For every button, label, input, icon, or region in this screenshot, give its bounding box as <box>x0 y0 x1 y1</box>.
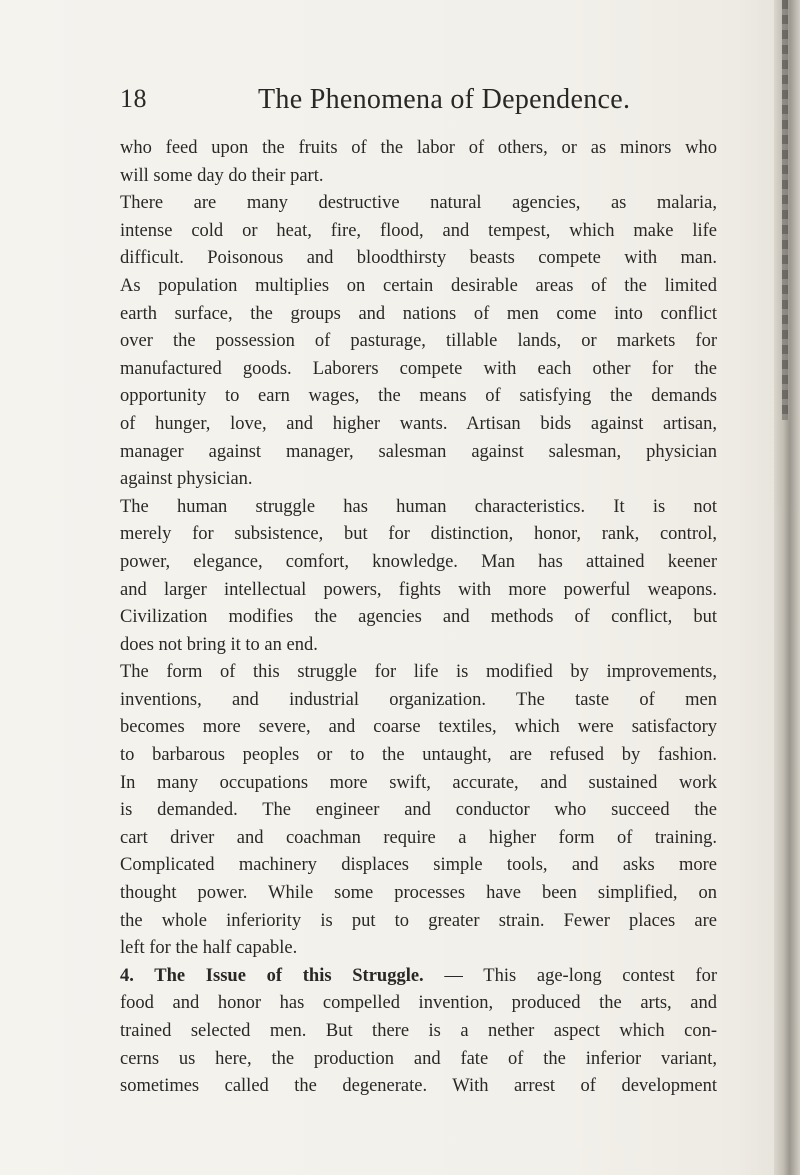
text-line: cart driver and coachman require a higher form of training. <box>120 827 717 848</box>
text-line: inventions, and industrial organization. The taste of men <box>120 689 717 710</box>
text-line: intense cold or heat, fire, flood, and tempest, which make life <box>120 220 717 241</box>
text-line: and larger intellectual powers, fights with more powerful weapons. <box>120 579 717 600</box>
page-header <box>120 84 740 120</box>
section-text: — This age-long contest for <box>423 965 717 986</box>
page-edge <box>774 0 800 1175</box>
text-line: cerns us here, the production and fate of the inferior variant, <box>120 1048 717 1069</box>
text-line: difficult. Poisonous and bloodthirsty beasts compete with man. <box>120 248 717 269</box>
text-line: As population multiplies on certain desirable areas of the limited <box>120 275 717 296</box>
text-line: Civilization modifies the agencies and methods of conflict, but <box>120 607 717 628</box>
text-line: opportunity to earn wages, the means of satisfying the demands <box>120 386 717 407</box>
text-line: who feed upon the fruits of the labor of others, or as minors who <box>120 138 717 158</box>
text-line: The human struggle has human characteristics. It is not <box>120 496 717 517</box>
text-line: does not bring it to an end. <box>120 634 318 655</box>
text-line: In many occupations more swift, accurate, and sustained work <box>120 772 717 793</box>
text-line: over the possession of pasturage, tillable lands, or markets for <box>120 331 717 352</box>
text-line: against physician. <box>120 469 253 490</box>
text-line: The form of this struggle for life is modified by improvements, <box>120 662 717 683</box>
text-line: manager against manager, salesman against salesman, physician <box>120 441 717 462</box>
section-heading-line <box>120 963 717 991</box>
text-line: the whole inferiority is put to greater strain. Fewer places are <box>120 910 717 931</box>
text-line: manufactured goods. Laborers compete with each other for the <box>120 358 717 379</box>
text-line: merely for subsistence, but for distinction, honor, rank, control, <box>120 524 717 545</box>
text-line: trained selected men. But there is a nether aspect which con- <box>120 1021 717 1041</box>
text-line: left for the half capable. <box>120 938 298 959</box>
text-line: thought power. While some processes have been simplified, on <box>120 883 717 904</box>
text-line: earth surface, the groups and nations of men come into conflict <box>120 303 717 324</box>
running-head: The Phenomena of Dependence. <box>258 84 631 115</box>
text-line: becomes more severe, and coarse textiles, which were satisfactory <box>120 717 717 738</box>
text-line: to barbarous peoples or to the untaught, are refused by fashion. <box>120 745 717 766</box>
body-text <box>120 135 717 1101</box>
text-line: sometimes called the degenerate. With arrest of development <box>120 1076 717 1097</box>
text-line: Complicated machinery displaces simple tools, and asks more <box>120 855 717 876</box>
text-line: food and honor has compelled invention, produced the arts, and <box>120 993 717 1014</box>
text-line: will some day do their part. <box>120 165 324 186</box>
section-label: 4. The Issue of this Struggle. <box>120 965 424 986</box>
text-line: is demanded. The engineer and conductor who succeed the <box>120 800 717 821</box>
text-line: power, elegance, comfort, knowledge. Man has attained keener <box>120 551 717 572</box>
page-number: 18 <box>120 84 147 113</box>
text-line: of hunger, love, and higher wants. Artisan bids against artisan, <box>120 413 717 434</box>
text-line: There are many destructive natural agencies, as malaria, <box>120 193 717 214</box>
